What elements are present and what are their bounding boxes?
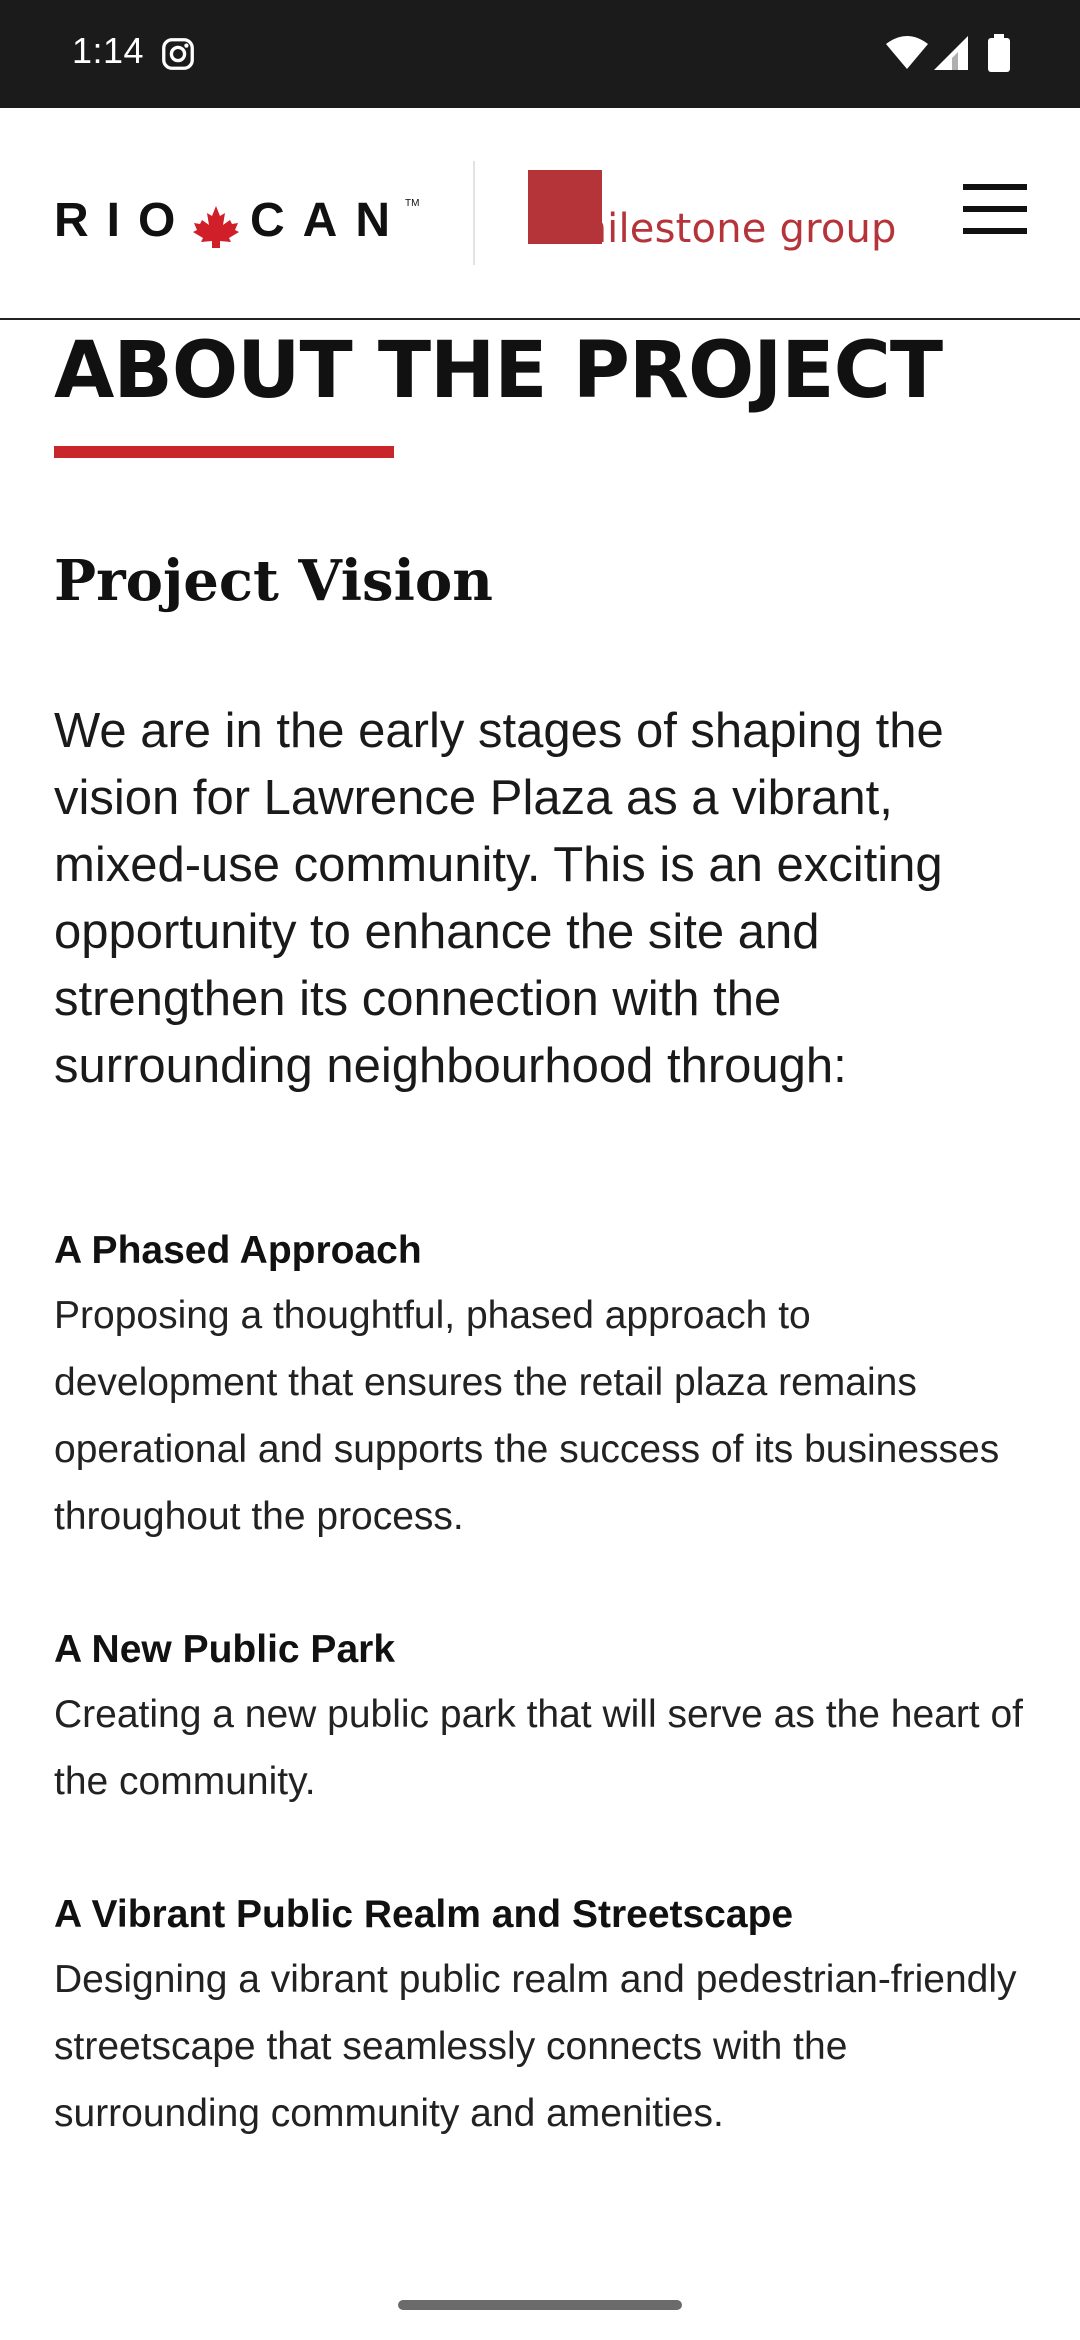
menu-bar xyxy=(963,184,1027,190)
site-header xyxy=(0,108,1080,320)
title-underline xyxy=(54,446,394,458)
intro-paragraph: We are in the early stages of shaping the vision for Lawrence Plaza as a vibrant, mixed-use community. This is an exciting opportunity to enhance the site and strengthen its connection with the surrounding neighbourhood through: xyxy=(54,704,944,1093)
riocan-logo[interactable] xyxy=(54,180,424,250)
menu-bar xyxy=(963,228,1027,234)
home-indicator[interactable] xyxy=(398,2300,682,2310)
feature-title: A Vibrant Public Realm and Streetscape xyxy=(54,1893,794,1936)
wifi-icon xyxy=(886,36,928,70)
cell-signal-icon xyxy=(934,36,968,70)
trademark-mark: TM xyxy=(405,198,420,209)
instagram-icon xyxy=(160,36,196,72)
svg-text:CAN: CAN xyxy=(250,194,408,247)
feature-title: A Phased Approach xyxy=(54,1229,422,1272)
status-time: 1:14 xyxy=(72,30,145,71)
milestone-logo-text: milestone group xyxy=(568,206,897,252)
status-bar xyxy=(0,0,1080,108)
feature-public-realm xyxy=(54,1884,1044,2147)
feature-description: Creating a new public park that will serve as the heart of the community. xyxy=(54,1693,1024,1803)
hamburger-menu-icon[interactable] xyxy=(960,184,1030,240)
milestone-group-logo[interactable] xyxy=(528,170,900,260)
menu-bar xyxy=(963,206,1027,212)
battery-icon xyxy=(988,34,1010,72)
section-heading: Project Vision xyxy=(54,548,493,614)
feature-public-park xyxy=(54,1619,1044,1815)
feature-description: Proposing a thoughtful, phased approach to development that ensures the retail plaza remains operational and supports the success of its businesses throughout the process. xyxy=(54,1294,1000,1538)
feature-title: A New Public Park xyxy=(54,1628,396,1671)
feature-phased-approach xyxy=(54,1220,1044,1550)
page-title: ABOUT THE PROJECT xyxy=(54,326,943,416)
logo-divider xyxy=(473,161,475,265)
svg-text:RIO: RIO xyxy=(54,194,194,247)
feature-description: Designing a vibrant public realm and pedestrian-friendly streetscape that seamlessly connects with the surrounding community and amenities. xyxy=(54,1958,1017,2135)
